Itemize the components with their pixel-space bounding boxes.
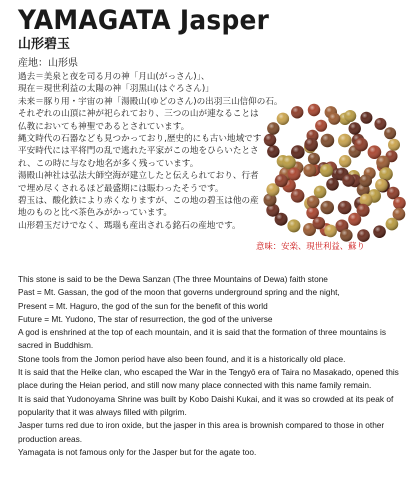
en-line: place during the Heian period, and still now many place connected with this name family remain.: [18, 380, 372, 391]
en-line: This stone is said to be the Dewa Sanzan (The three Mountains of Dewa) faith stone: [18, 274, 328, 284]
en-line: A god is enshrined at the top of each mountain, and it is said that the formation of three mountains is: [18, 327, 387, 338]
bead-highlight: [287, 219, 300, 232]
bead-highlight: [328, 113, 340, 125]
bead-highlight: [320, 201, 334, 215]
jp-line: 地のものと比べ茶色みがかっています。: [18, 208, 173, 219]
en-line: Stone tools from the Jomon period have also been found, and it is a historically old place.: [18, 353, 346, 364]
bead-highlight: [339, 155, 351, 167]
bead-highlight: [338, 201, 352, 215]
jp-line: 現在＝現世利益の太陽の神「羽黒山(はぐろさん)」: [18, 84, 214, 95]
en-line: Future = Mt. Yudono, The star of resurrection, the god of the universe: [18, 313, 273, 324]
jp-line: 山形碧玉だけでなく、瑪瑙も産出される銘石の産地です。: [18, 220, 241, 231]
jp-line: 過去＝美泉と夜を司る月の神「月山(がっさん)」、: [18, 72, 210, 82]
bead-highlight: [303, 164, 316, 177]
en-line: Present = Mt. Haguro, the god of the sun for the benefit of this world: [18, 300, 268, 311]
jp-line: 碧玉は、酸化鉄により赤くなりますが、この地の碧玉は他の産: [18, 196, 259, 207]
jp-line: 仏教においても神聖であるとされています。: [18, 121, 190, 132]
jp-line: 湯殿山神社は弘法大師空海が建立したと伝えられており、行者: [18, 171, 259, 182]
japanese-description: [18, 57, 288, 232]
bead-highlight: [348, 213, 361, 226]
bead-highlight: [338, 134, 352, 148]
bead-highlight: [267, 145, 279, 157]
bead-highlight: [291, 145, 305, 159]
bead-highlight: [344, 110, 356, 122]
bead-highlight: [314, 186, 327, 199]
jp-line: れ、この時に与なむ地名が多く残っています。: [18, 158, 199, 169]
jp-line: 平安時代には平将門の乱で逃れた平家がこの地をひらいたとさ: [18, 146, 259, 157]
bead-highlight: [388, 139, 400, 151]
page-title: YAMAGATA Jasper: [18, 5, 270, 36]
bead-highlight: [324, 225, 337, 238]
bead-highlight: [376, 156, 390, 170]
bead-highlight: [393, 197, 406, 210]
bead-highlight: [275, 174, 288, 187]
bead-highlight: [342, 174, 355, 187]
meaning-caption: 意味：安楽、現世利益、蘇り: [256, 241, 365, 251]
page-subtitle: 山形碧玉: [18, 37, 71, 52]
bead-highlight: [375, 179, 388, 192]
bead-highlight: [304, 138, 318, 152]
en-line: production areas.: [18, 433, 83, 444]
bead-highlight: [384, 127, 396, 139]
bead-highlight: [320, 164, 333, 177]
bead-highlight: [308, 104, 320, 116]
english-description: [18, 273, 413, 459]
en-line: sacred in Buddhism.: [18, 340, 94, 351]
jp-line: それぞれの山頂に神が祀られており、三つの山が連なることは: [18, 109, 259, 120]
bead-highlight: [288, 168, 301, 181]
en-line: Yamagata is not famous only for the Jasper but for the agate too.: [18, 446, 257, 457]
jp-line: 縄文時代の石器なども見つかっており,歴史的にも古い地域です: [18, 134, 262, 145]
en-line: It is said that Yudonoyama Shrine was built by Kobo Daishi Kukai, and it was so crowded at its peak of: [18, 393, 394, 404]
bracelet-photo: [252, 88, 412, 250]
jp-line: 未来＝豚り用・宇宙の神「湯殿山(ゆどのさん)の出羽三山信仰の石。: [18, 96, 283, 107]
en-line: Past = Mt. Gassan, the god of the moon that governs underground spring and the night,: [18, 287, 340, 298]
bead-highlight: [306, 207, 319, 220]
bead-highlight: [359, 174, 372, 187]
bead-highlight: [354, 138, 368, 152]
bead-highlight: [291, 106, 303, 118]
bead-highlight: [373, 225, 386, 238]
en-line: Jasper turns red due to iron oxide, but the jasper in this area is brownish compared to those in other: [18, 420, 385, 431]
jp-line: で埋め尽くされるほど最盛期には賑わったそうです。: [18, 183, 224, 194]
bead-highlight: [315, 120, 327, 132]
bead-highlight: [264, 134, 276, 146]
bead-highlight: [326, 178, 339, 191]
bead-highlight: [308, 153, 320, 165]
en-line: It is said that the Heike clan, who escaped the War in the Tengyō era of Taira no Masakado, opened this: [18, 367, 399, 378]
bead-highlight: [360, 112, 372, 124]
bead-highlight: [349, 122, 361, 134]
origin-line: 産地：山形県: [18, 58, 78, 69]
bead-highlight: [277, 113, 289, 125]
bead-highlight: [374, 118, 386, 130]
bead-highlight: [386, 218, 399, 231]
bead-highlight: [321, 134, 335, 148]
en-line: popularity that it was always filled with pilgrim.: [18, 406, 187, 417]
bead-highlight: [267, 122, 279, 134]
